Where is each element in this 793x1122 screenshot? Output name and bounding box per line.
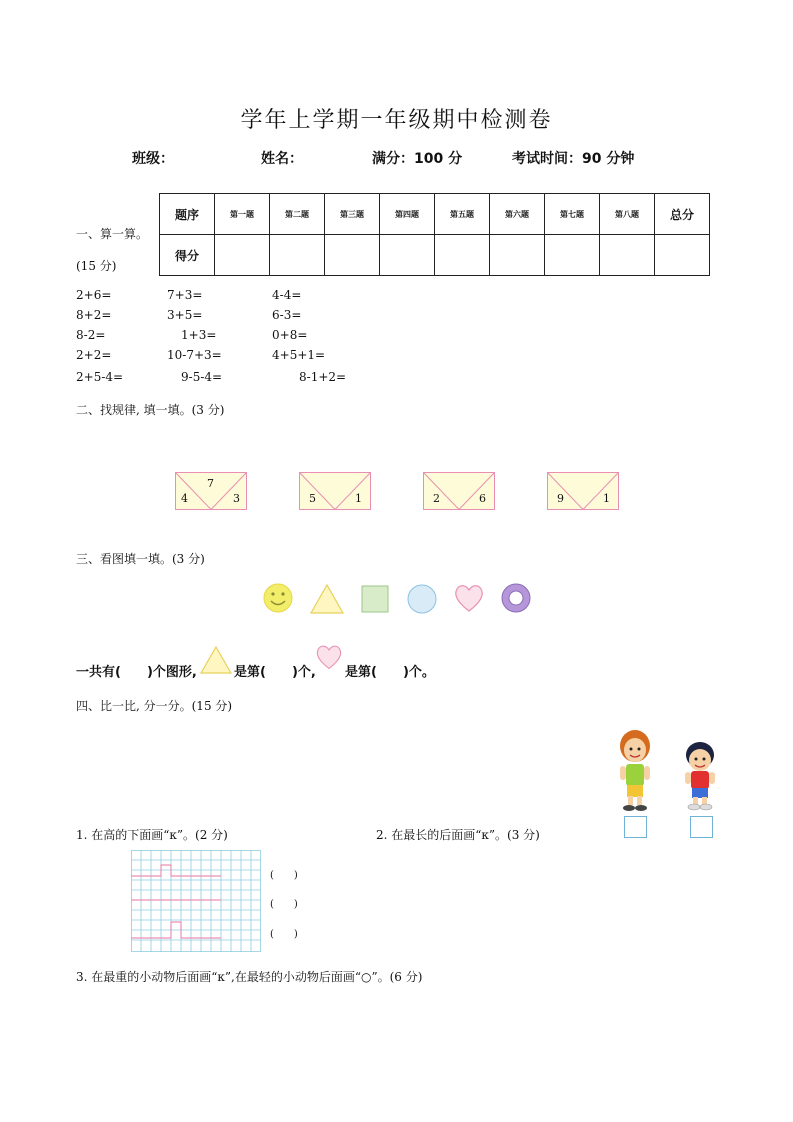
answer-box-short[interactable] [690, 816, 713, 838]
envelope-left-number: 4 [181, 492, 188, 505]
envelope-right-number: 3 [233, 492, 240, 505]
question-4-1: 1. 在高的下面画“κ”。(2 分) [76, 828, 228, 842]
envelope-left-number: 5 [309, 492, 316, 505]
col-total: 总分 [655, 194, 710, 235]
score-cell[interactable] [215, 235, 270, 276]
col-8: 第八题 [600, 194, 655, 235]
score-cell[interactable] [655, 235, 710, 276]
calc-problem: 8-1+2= [299, 370, 347, 384]
col-4: 第四题 [380, 194, 435, 235]
tall-boy-icon [614, 728, 656, 812]
short-boy-icon [679, 740, 721, 812]
envelope-right-number: 1 [603, 492, 610, 505]
score-table-header-row [160, 194, 710, 235]
smiley-face-icon [262, 582, 294, 614]
shape-count-question: 一共有( )个图形, [76, 665, 197, 680]
envelope-left-number: 2 [433, 492, 440, 505]
score-cell[interactable] [600, 235, 655, 276]
answer-paren-2[interactable]: ( ) [270, 899, 298, 910]
col-3: 第三题 [325, 194, 380, 235]
calc-problem: 4+5+1= [272, 348, 326, 362]
triangle-position-question: 是第( )个, [234, 665, 316, 680]
answer-paren-3[interactable]: ( ) [270, 929, 298, 940]
score-cell[interactable] [270, 235, 325, 276]
score-cell[interactable] [380, 235, 435, 276]
section4-title: 四、比一比, 分一分。(15 分) [76, 699, 233, 713]
bar-1 [131, 865, 221, 876]
row-header-order: 题序 [160, 194, 215, 235]
calc-problem: 8+2= [76, 308, 112, 322]
calc-problem: 6-3= [272, 308, 302, 322]
calc-problem: 1+3= [181, 328, 217, 342]
score-table-score-row [160, 235, 710, 276]
score-cell[interactable] [325, 235, 380, 276]
row-header-score: 得分 [160, 235, 215, 276]
section3-title: 三、看图填一填。(3 分) [76, 552, 205, 566]
section1-title: 一、算一算。 [76, 227, 149, 241]
calc-problem: 2+6= [76, 288, 112, 302]
heart-icon [452, 582, 486, 614]
calc-problem: 7+3= [167, 288, 203, 302]
section2-title: 二、找规律, 填一填。(3 分) [76, 403, 225, 417]
envelope [423, 472, 495, 510]
calc-problem: 10-7+3= [167, 348, 222, 362]
square-icon [360, 584, 390, 614]
question-4-2: 2. 在最长的后面画“κ”。(3 分) [376, 828, 540, 842]
page-title: 学年上学期一年级期中检测卷 [240, 108, 553, 133]
triangle-icon [309, 583, 345, 615]
score-cell[interactable] [545, 235, 600, 276]
calc-problem: 2+2= [76, 348, 112, 362]
name-label: 姓名： [261, 151, 303, 167]
calc-problem: 0+8= [272, 328, 308, 342]
calc-problem: 4-4= [272, 288, 302, 302]
envelope-right-number: 1 [355, 492, 362, 505]
answer-paren-1[interactable]: ( ) [270, 870, 298, 881]
col-1: 第一题 [215, 194, 270, 235]
section1-points: (15 分) [76, 259, 117, 273]
answer-box-tall[interactable] [624, 816, 647, 838]
calc-problem: 8-2= [76, 328, 106, 342]
score-cell[interactable] [490, 235, 545, 276]
col-5: 第五题 [435, 194, 490, 235]
envelope [547, 472, 619, 510]
triangle-icon [199, 645, 233, 675]
envelope-right-number: 6 [479, 492, 486, 505]
ring-icon [500, 582, 532, 614]
envelope [299, 472, 371, 510]
heart-position-question: 是第( )个。 [345, 665, 435, 680]
envelope-top-number: 7 [207, 477, 214, 490]
score-cell[interactable] [435, 235, 490, 276]
col-2: 第二题 [270, 194, 325, 235]
class-label: 班级： [132, 151, 174, 167]
length-grid [131, 850, 261, 952]
circle-icon [406, 583, 438, 615]
calc-problem: 9-5-4= [181, 370, 223, 384]
col-7: 第七题 [545, 194, 600, 235]
col-6: 第六题 [490, 194, 545, 235]
envelope [175, 472, 247, 510]
score-table [159, 193, 710, 276]
question-4-3: 3. 在最重的小动物后面画“κ”,在最轻的小动物后面画“○”。(6 分) [76, 970, 423, 984]
envelope-left-number: 9 [557, 492, 564, 505]
calc-problem: 3+5= [167, 308, 203, 322]
exam-time: 考试时间：90 分钟 [512, 151, 635, 167]
full-score: 满分：100 分 [372, 151, 463, 167]
calc-problem: 2+5-4= [76, 370, 124, 384]
heart-icon [314, 642, 344, 672]
